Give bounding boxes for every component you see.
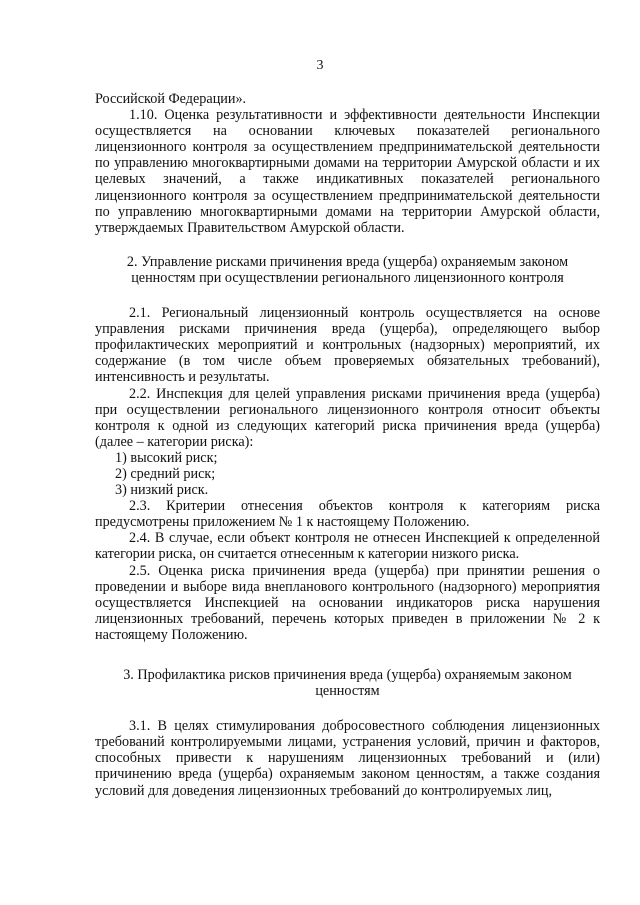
list-item-risk-low: 3) низкий риск.	[115, 482, 209, 499]
paragraph-intro: Российской Федерации».	[95, 91, 247, 107]
paragraph-1-10: 1.10. Оценка результативности и эффективности деятельности Инспекции осуществляется на основании ключевых показателей регионального лицензионного контроля за осуществлением предпринимательской деятельности по управлению многоквартирными домами на территории Амурской области и их целевых значений, а также индикативных показателей регионального лицензионного контроля за осуществлением предпринимательской деятельности по управлению многоквартирными домами на территории Амурской области, утверждаемых Правительством Амурской области.	[95, 107, 600, 236]
section-2-heading-line-1: 2. Управление рисками причинения вреда (ущерба) охраняемым законом	[126, 253, 569, 270]
section-3-heading-line-2: ценностям	[315, 683, 380, 700]
list-item-risk-medium: 2) средний риск;	[115, 465, 216, 482]
list-item-risk-high: 1) высокий риск;	[115, 449, 218, 466]
section-2-heading-line-2: ценностям при осуществлении регионального лицензионного контроля	[131, 269, 564, 286]
paragraph-2-2: 2.2. Инспекция для целей управления рисками причинения вреда (ущерба) при осуществлении регионального лицензионного контроля относит объекты контроля к одной из следующих категорий риска причинения вреда (ущерба) (далее – категории риска):	[95, 385, 600, 450]
section-3-heading-line-1: 3. Профилактика рисков причинения вреда (ущерба) охраняемым законом	[123, 667, 572, 683]
section-2-heading	[95, 254, 600, 286]
paragraph-3-1: 3.1. В целях стимулирования добросовестного соблюдения лицензионных требований контролируемыми лицами, устранения условий, причин и факторов, способных привести к нарушениям лицензионных требований и (или) причинению вреда (ущерба) охраняемым законом ценностям, а также создания условий для доведения лицензионных требований до контролируемых лиц,	[95, 718, 600, 799]
paragraph-2-3: 2.3. Критерии отнесения объектов контроля к категориям риска предусмотрены приложением № 1 к настоящему Положению.	[95, 498, 600, 531]
section-3-heading	[95, 667, 600, 699]
paragraph-2-1: 2.1. Региональный лицензионный контроль осуществляется на основе управления рисками причинения вреда (ущерба), определяющего выбор профилактических мероприятий и контрольных (надзорных) мероприятий, их содержание (в том числе объем проверяемых обязательных требований), интенсивность и результаты.	[95, 305, 600, 386]
page-number: 3	[316, 58, 324, 73]
document-body	[95, 91, 600, 799]
paragraph-2-5: 2.5. Оценка риска причинения вреда (ущерба) при принятии решения о проведении и выборе вида внепланового контрольного (надзорного) мероприятия осуществляется Инспекцией на основании индикаторов риска нарушения лицензионных требований, перечень которых приведен в приложении № 2 к настоящему Положению.	[95, 562, 600, 643]
paragraph-2-4: 2.4. В случае, если объект контроля не отнесен Инспекцией к определенной категории риска, он считается отнесенным к категории низкого риска.	[95, 530, 600, 563]
